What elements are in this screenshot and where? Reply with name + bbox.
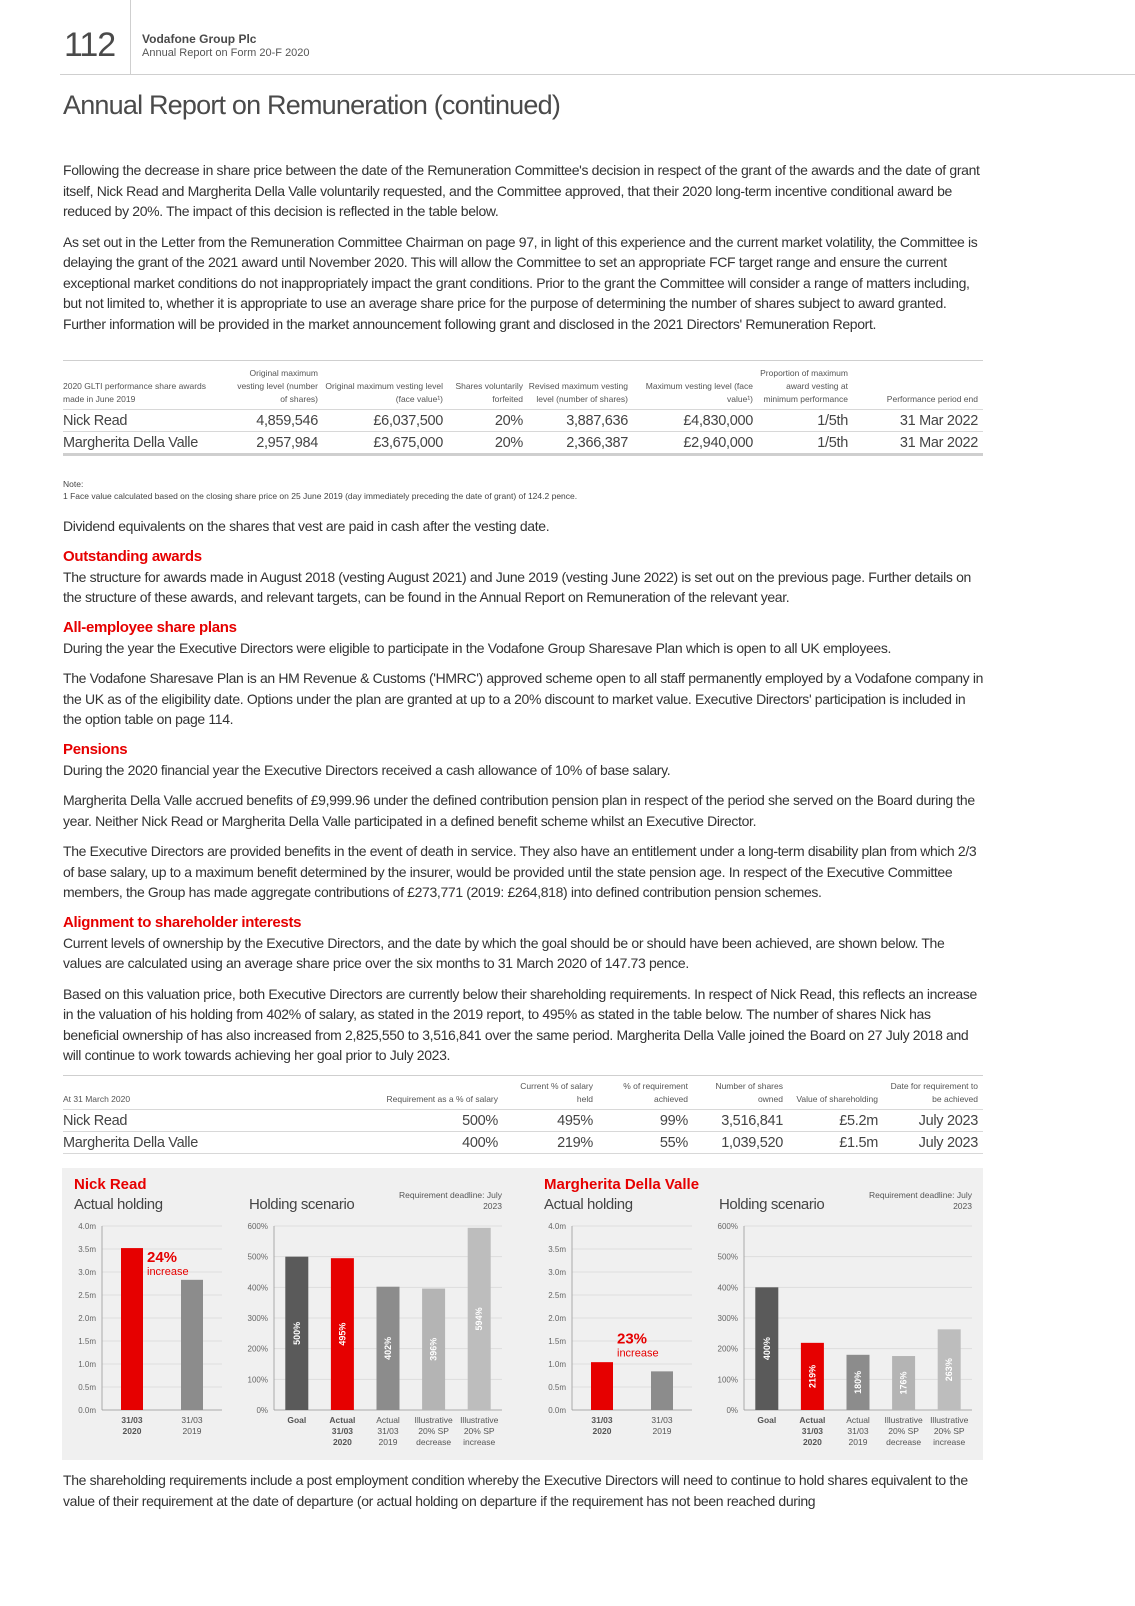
data-label: 594% xyxy=(474,1307,485,1331)
y-tick-label: 400% xyxy=(717,1283,738,1293)
cell: £2,940,000 xyxy=(633,432,758,455)
body-sections xyxy=(63,516,983,1076)
closing-paragraph: The shareholding requirements include a post employment condition whereby the Executive Directors will need to continue to hold shares equivalent to the value of their requirement at the date of departure (or actual holding on departure if the requirement has not been reached during xyxy=(63,1472,968,1509)
note-item: 1 Face value calculated based on the closing share price on 25 June 2019 (day immediately preceding the date of grant) of 124.2 pence. xyxy=(63,491,578,501)
heading-pensions: Pensions xyxy=(63,740,128,758)
y-tick-label: 200% xyxy=(717,1344,738,1354)
y-tick-label: 1.0m xyxy=(78,1360,96,1369)
x-tick-label: 2020 xyxy=(332,1437,352,1447)
cell-name: Margherita Della Valle xyxy=(63,1132,343,1154)
cell-name: Margherita Della Valle xyxy=(63,432,233,455)
cell: 20% xyxy=(448,410,528,432)
y-tick-label: 2.0m xyxy=(548,1314,566,1323)
col-header: Revised maximum vesting level (number of shares) xyxy=(528,381,628,404)
cell: 2,366,387 xyxy=(528,432,633,455)
y-tick-label: 500% xyxy=(717,1252,738,1262)
col-header: Performance period end xyxy=(886,394,978,404)
col-header: Original maximum vesting level (number of shares) xyxy=(237,368,318,404)
x-tick-label: increase xyxy=(933,1437,966,1447)
x-tick-label: Actual xyxy=(329,1415,356,1425)
data-label: 500% xyxy=(291,1321,302,1345)
gltip-table xyxy=(63,367,983,456)
x-tick-label: 20% SP xyxy=(418,1426,449,1436)
y-tick-label: 1.5m xyxy=(78,1337,96,1346)
cell: 99% xyxy=(598,1110,693,1132)
intro-paragraph-1: Following the decrease in share price between the date of the Remuneration Committee's decision in respect of the grant of the awards and the date of grant itself, Nick Read and Margherita Della Valle voluntarily requested, and the Committee approved, that their 2020 long-term incentive conditional award be reduced by 20%. The impact of this decision is reflected in the table below. xyxy=(63,162,980,219)
outstanding-paragraph: The structure for awards made in August 2018 (vesting August 2021) and June 2019 (vesting June 2022) is set out on the previous page. Further details on the structure of these awards, and relevant targets, can be found in the Annual Report on Remuneration of the relevant year. xyxy=(63,568,971,605)
cell: £5.2m xyxy=(788,1110,883,1132)
chart-title: Holding scenario xyxy=(719,1196,825,1213)
data-label: 180% xyxy=(853,1370,863,1394)
chart-title: Actual holding xyxy=(544,1196,633,1213)
header-divider-horizontal xyxy=(60,74,1135,75)
x-tick-label: 20% SP xyxy=(933,1426,965,1436)
cell: July 2023 xyxy=(883,1132,983,1154)
y-tick-label: 200% xyxy=(247,1344,268,1354)
y-tick-label: 600% xyxy=(247,1222,268,1231)
x-tick-label: Illustrative xyxy=(414,1415,453,1425)
bar xyxy=(651,1371,673,1410)
x-tick-label: Actual xyxy=(846,1415,870,1425)
report-name: Annual Report on Form 20-F 2020 xyxy=(142,47,310,59)
cell: 1/5th xyxy=(758,410,853,432)
cell: 20% xyxy=(448,432,528,455)
data-label: 396% xyxy=(428,1337,439,1361)
cell-name: Nick Read xyxy=(63,1110,343,1132)
cell: £6,037,500 xyxy=(323,410,448,432)
x-tick-label: 2019 xyxy=(848,1437,868,1447)
cell: 31 Mar 2022 xyxy=(853,410,983,432)
annotation-label: increase xyxy=(617,1347,659,1360)
col-header: Shares voluntarily forfeited xyxy=(455,381,523,404)
company-name: Vodafone Group Plc xyxy=(142,32,257,46)
cell: 400% xyxy=(343,1132,503,1154)
note-label: Note: xyxy=(63,479,84,489)
y-tick-label: 2.5m xyxy=(78,1291,96,1300)
x-tick-label: 2020 xyxy=(592,1426,612,1436)
x-tick-label: 2020 xyxy=(802,1437,822,1447)
data-label: 219% xyxy=(807,1364,818,1388)
x-tick-label: Illustrative xyxy=(930,1415,969,1425)
requirement-deadline: Requirement deadline: July 2023 xyxy=(398,1190,502,1211)
pensions-paragraph-2: Margherita Della Valle accrued benefits of £9,999.96 under the defined contribution pension plan in respect of the period she served on the Board during the year. Neither Nick Read or Margherita Della Valle participated in a defined benefit scheme whilst an Executive Director. xyxy=(63,792,975,829)
pensions-paragraph-1: During the 2020 financial year the Executive Directors received a cash allowance of 10% of base salary. xyxy=(63,761,671,778)
cell: £3,675,000 xyxy=(323,432,448,455)
y-tick-label: 1.0m xyxy=(548,1360,566,1369)
gltip-table-header xyxy=(63,367,983,410)
col-header: 2020 GLTI performance share awards made in June 2019 xyxy=(63,381,206,404)
y-tick-label: 0.0m xyxy=(78,1406,96,1415)
bar xyxy=(181,1280,203,1410)
y-tick-label: 100% xyxy=(247,1375,268,1385)
page-header xyxy=(0,0,1135,74)
y-tick-label: 0.0m xyxy=(548,1406,566,1415)
y-tick-label: 300% xyxy=(717,1314,738,1323)
data-label: 400% xyxy=(761,1337,772,1361)
data-label: 495% xyxy=(337,1322,348,1346)
table-row xyxy=(63,1110,983,1132)
col-header: Maximum vesting level (face value¹) xyxy=(645,381,753,404)
data-label: 402% xyxy=(383,1336,393,1360)
holding-table-wrap xyxy=(63,1075,983,1154)
y-tick-label: 2.5m xyxy=(548,1291,566,1300)
x-tick-label: 20% SP xyxy=(463,1426,495,1436)
y-tick-label: 0% xyxy=(726,1406,738,1415)
x-tick-label: increase xyxy=(463,1437,496,1447)
y-tick-label: 0.5m xyxy=(78,1383,96,1392)
cell: 219% xyxy=(503,1132,598,1154)
col-header: Value of shareholding xyxy=(796,1094,878,1104)
data-label: 176% xyxy=(898,1371,909,1395)
all-employee-paragraph-2: The Vodafone Sharesave Plan is an HM Revenue & Customs ('HMRC') approved scheme open to all staff permanently employed by a Vodafone company in the UK as of the eligibility date. Options under the plan are granted at up to a 20% discount to market value. Executive Directors' participation is included in the option table on page 114. xyxy=(63,670,984,727)
heading-all-employee: All-employee share plans xyxy=(63,618,237,636)
y-tick-label: 4.0m xyxy=(78,1222,96,1231)
bar xyxy=(591,1362,613,1410)
bar xyxy=(121,1248,143,1410)
col-header: Proportion of maximum award vesting at minimum performance xyxy=(760,368,848,404)
holding-table xyxy=(63,1080,983,1154)
gltip-table-wrap xyxy=(63,360,983,456)
x-tick-label: 31/03 xyxy=(181,1415,203,1425)
x-tick-label: Actual xyxy=(376,1415,400,1425)
table-row xyxy=(63,1132,983,1154)
col-header: Date for requirement to be achieved xyxy=(890,1081,978,1104)
y-tick-label: 1.5m xyxy=(548,1337,566,1346)
closing-section xyxy=(63,1470,983,1521)
chart-person-name: Margherita Della Valle xyxy=(544,1176,700,1193)
chart-person-name: Nick Read xyxy=(74,1176,147,1193)
y-tick-label: 3.0m xyxy=(78,1268,96,1277)
col-header: % of requirement achieved xyxy=(623,1081,688,1104)
x-tick-label: 31/03 xyxy=(121,1415,143,1425)
y-tick-label: 0.5m xyxy=(548,1383,566,1392)
annotation-value: 24% xyxy=(147,1249,178,1267)
requirement-deadline: Requirement deadline: July 2023 xyxy=(868,1190,972,1211)
y-tick-label: 400% xyxy=(247,1283,268,1293)
x-tick-label: decrease xyxy=(886,1437,922,1447)
x-tick-label: Goal xyxy=(757,1415,777,1425)
data-label: 263% xyxy=(944,1358,955,1382)
holding-table-header xyxy=(63,1080,983,1110)
cell: 3,887,636 xyxy=(528,410,633,432)
y-tick-label: 600% xyxy=(717,1222,738,1231)
x-tick-label: Actual xyxy=(799,1415,826,1425)
note-section xyxy=(63,478,983,502)
cell-name: Nick Read xyxy=(63,410,233,432)
charts-panel xyxy=(62,1168,983,1460)
x-tick-label: 31/03 xyxy=(651,1415,673,1425)
alignment-paragraph-1: Current levels of ownership by the Executive Directors, and the date by which the goal should be or should have been achieved, are shown below. The values are calculated using an average share price over the six months to 31 March 2020 of 147.73 pence. xyxy=(63,934,945,971)
cell: 1/5th xyxy=(758,432,853,455)
x-tick-label: 31/03 xyxy=(847,1426,869,1436)
page-title: Annual Report on Remuneration (continued) xyxy=(63,90,561,120)
table-row xyxy=(63,410,983,432)
cell: 31 Mar 2022 xyxy=(853,432,983,455)
x-tick-label: 20% SP xyxy=(888,1426,919,1436)
col-header: Requirement as a % of salary xyxy=(386,1094,498,1104)
cell: 3,516,841 xyxy=(693,1110,788,1132)
col-header: Original maximum vesting level (face value¹) xyxy=(325,381,443,404)
x-tick-label: 31/03 xyxy=(331,1426,354,1436)
annotation-value: 23% xyxy=(617,1330,648,1348)
x-tick-label: 2020 xyxy=(122,1426,142,1436)
y-tick-label: 0% xyxy=(256,1406,268,1415)
cell: July 2023 xyxy=(883,1110,983,1132)
x-tick-label: decrease xyxy=(416,1437,452,1447)
y-tick-label: 100% xyxy=(717,1375,738,1385)
x-tick-label: Illustrative xyxy=(884,1415,923,1425)
x-tick-label: 2019 xyxy=(378,1437,398,1447)
y-tick-label: 2.0m xyxy=(78,1314,96,1323)
y-tick-label: 4.0m xyxy=(548,1222,566,1231)
x-tick-label: 31/03 xyxy=(801,1426,824,1436)
chart-title: Holding scenario xyxy=(249,1196,355,1213)
y-tick-label: 3.0m xyxy=(548,1268,566,1277)
cell: 55% xyxy=(598,1132,693,1154)
x-tick-label: Goal xyxy=(287,1415,307,1425)
dividend-text: Dividend equivalents on the shares that vest are paid in cash after the vesting date. xyxy=(63,518,550,534)
holding-charts xyxy=(62,1168,983,1460)
col-header: Number of shares owned xyxy=(715,1081,783,1104)
x-tick-label: 31/03 xyxy=(377,1426,399,1436)
intro-paragraph-2: As set out in the Letter from the Remuneration Committee Chairman on page 97, in light of this experience and the current market volatility, the Committee is delaying the grant of the 2021 award until November 2020. This will allow the Committee to set an appropriate FCF target range and ensure the current exceptional market conditions do not inappropriately impact the grant conditions. Prior to the grant the Committee will consider a range of matters including, but not limited to, whether it is appropriate to use an average share price for the purpose of determining the number of shares subject to award granted. Further information will be provided in the market announcement following grant and disclosed in the 2021 Directors' Remuneration Report. xyxy=(63,233,978,332)
table-row xyxy=(63,432,983,455)
all-employee-paragraph-1: During the year the Executive Directors were eligible to participate in the Vodafone Group Sharesave Plan which is open to all UK employees. xyxy=(63,639,892,656)
cell: 500% xyxy=(343,1110,503,1132)
cell: £1.5m xyxy=(788,1132,883,1154)
y-tick-label: 300% xyxy=(247,1314,268,1323)
x-tick-label: 2019 xyxy=(652,1426,672,1436)
y-tick-label: 500% xyxy=(247,1252,268,1262)
x-tick-label: Illustrative xyxy=(460,1415,499,1425)
cell: 1,039,520 xyxy=(693,1132,788,1154)
col-header: At 31 March 2020 xyxy=(63,1094,131,1104)
pensions-paragraph-3: The Executive Directors are provided benefits in the event of death in service. They also have an entitlement under a long-term disability plan from which 2/3 of base salary, up to a maximum benefit determined by the insurer, would be provided until the state pension age. In respect of the Executive Committee members, the Group has made aggregate contributions of £273,771 (2019: £264,818) into defined contribution pension schemes. xyxy=(63,843,977,900)
intro-section xyxy=(63,160,983,344)
page-number: 112 xyxy=(64,26,116,64)
header-divider-vertical xyxy=(130,0,131,74)
y-tick-label: 3.5m xyxy=(548,1245,566,1254)
heading-outstanding-awards: Outstanding awards xyxy=(63,547,202,565)
cell: £4,830,000 xyxy=(633,410,758,432)
y-tick-label: 3.5m xyxy=(78,1245,96,1254)
cell: 2,957,984 xyxy=(233,432,323,455)
cell: 4,859,546 xyxy=(233,410,323,432)
col-header: Current % of salary held xyxy=(520,1081,593,1104)
heading-alignment: Alignment to shareholder interests xyxy=(63,913,302,931)
annotation-label: increase xyxy=(147,1266,189,1279)
chart-title: Actual holding xyxy=(74,1196,163,1213)
alignment-paragraph-2: Based on this valuation price, both Executive Directors are currently below their shareholding requirements. In respect of Nick Read, this reflects an increase in the valuation of his holding from 402% of salary, as stated in the 2019 report, to 495% as stated in the table below. The number of shares Nick has beneficial ownership of has also increased from 2,825,550 to 3,516,841 over the same period. Margherita Della Valle joined the Board on 27 July 2018 and will continue to work towards achieving her goal prior to July 2023. xyxy=(63,985,977,1063)
cell: 495% xyxy=(503,1110,598,1132)
x-tick-label: 31/03 xyxy=(591,1415,613,1425)
x-tick-label: 2019 xyxy=(182,1426,202,1436)
